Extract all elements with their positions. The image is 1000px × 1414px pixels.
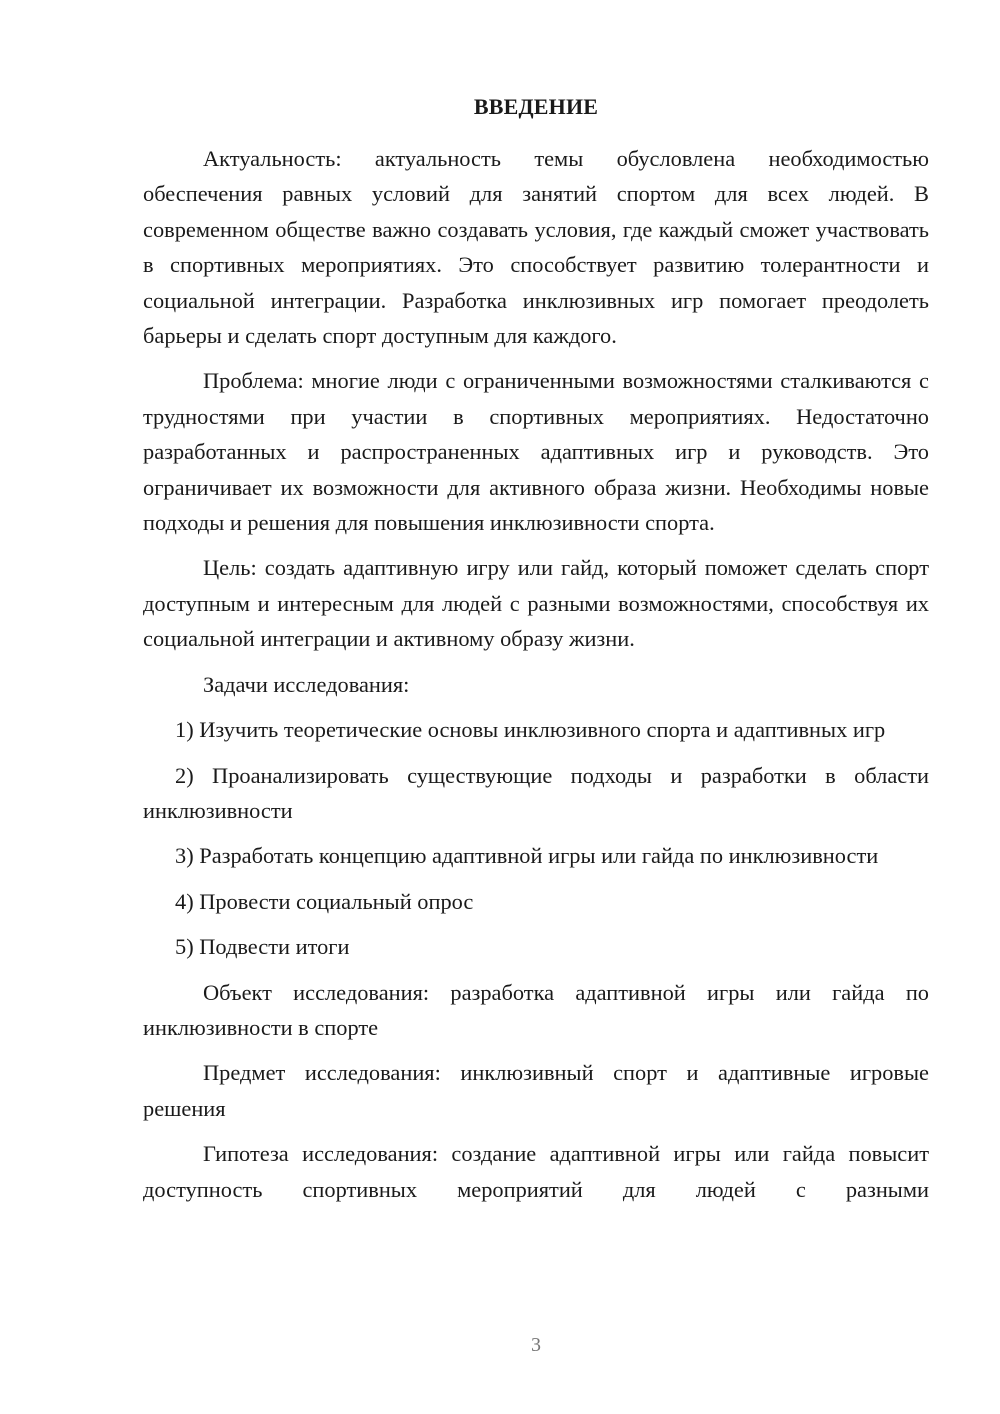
task-item-5: 5) Подвести итоги [175,934,350,960]
task-item-3: 3) Разработать концепцию адаптивной игры или гайда по инклюзивности [175,843,879,869]
task-item-1: 1) Изучить теоретические основы инклюзивного спорта и адаптивных игр [175,717,886,743]
problem-paragraph: Проблема: многие люди с ограниченными возможностями сталкиваются с трудностями при участии в спортивных мероприятиях. Недостаточно разработанных и распространенных адаптивных игр и руководств. Это ограничивает их возможности для активного образа жизни. Необходимы новые подходы и решения для повышения инклюзивности спорта. [143,368,929,536]
task-item-4: 4) Провести социальный опрос [175,888,474,914]
tasks-heading: Задачи исследования: [203,671,410,697]
page-number: 3 [531,1334,541,1356]
research-subject-paragraph: Предмет исследования: инклюзивный спорт и адаптивные игровые решения [143,1060,929,1121]
page-title: ВВЕДЕНИЕ [473,94,599,119]
hypothesis-paragraph: Гипотеза исследования: создание адаптивной игры или гайда повысит доступность спортивных мероприятий для людей с разными [143,1141,929,1202]
relevance-paragraph: Актуальность: актуальность темы обусловлена необходимостью обеспечения равных условий для занятий спортом для всех людей. В современном обществе важно создавать условия, где каждый сможет участвовать в спортивных мероприятиях. Это способствует развитию толерантности и социальной интеграции. Разработка инклюзивных игр помогает преодолеть барьеры и сделать спорт доступным для каждого. [143,146,929,349]
goal-paragraph: Цель: создать адаптивную игру или гайд, который поможет сделать спорт доступным и интересным для людей с разными возможностями, способствуя их социальной интеграции и активному образу жизни. [143,555,929,652]
task-item-2: 2) Проанализировать существующие подходы и разработки в области инклюзивности [143,762,929,823]
document-body [143,141,929,1207]
research-object-paragraph: Объект исследования: разработка адаптивной игры или гайда по инклюзивности в спорте [143,979,929,1040]
